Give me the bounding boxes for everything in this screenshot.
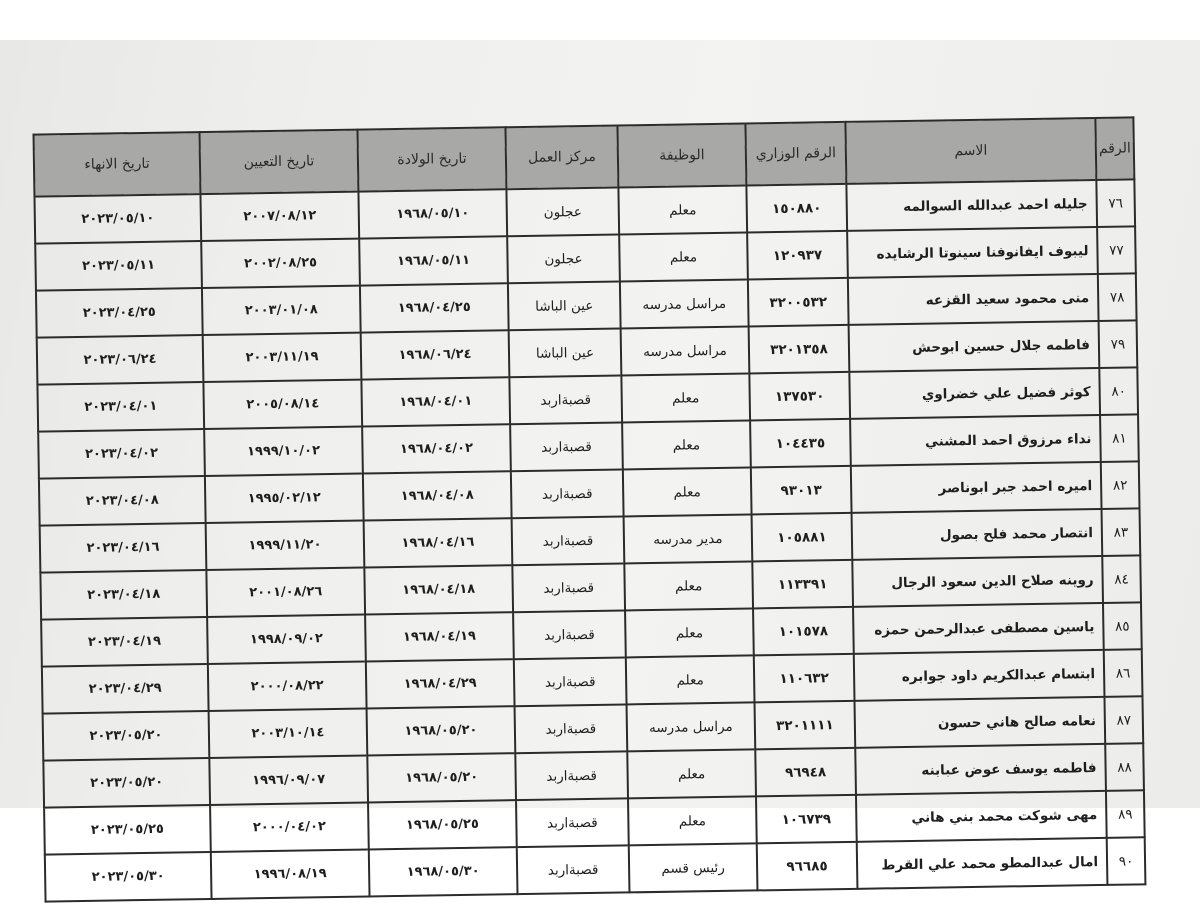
row-number-cell: ٨٥ [1103, 602, 1142, 650]
name-cell: مهى شوكت محمد بني هاني [856, 791, 1107, 842]
end-date-cell: ٢٠٢٣/٠٤/٠٢ [38, 429, 205, 479]
job-cell: معلم [622, 420, 751, 469]
workplace-cell: قصبةاربد [515, 751, 628, 800]
row-number-cell: ٨٦ [1104, 649, 1143, 697]
appointment-date-cell: ١٩٩٨/٠٩/٠٢ [207, 615, 366, 664]
end-date-cell: ٢٠٢٣/٠٥/٢٠ [43, 711, 210, 761]
name-cell: اميره احمد جبر ابوناصر [851, 462, 1102, 513]
row-number-cell: ٩٠ [1107, 837, 1146, 885]
row-number-cell: ٨٧ [1104, 696, 1143, 744]
ministry-number-cell: ٣٢٠١٣٥٨ [749, 325, 850, 374]
end-date-cell: ٢٠٢٣/٠٤/٢٥ [36, 288, 203, 338]
end-date-cell: ٢٠٢٣/٠٥/١١ [35, 241, 202, 291]
name-cell: جليله احمد عبدالله السوالمه [846, 180, 1097, 231]
workplace-cell: قصبةاربد [513, 610, 626, 659]
table-body [34, 179, 1145, 901]
job-cell: مراسل مدرسه [621, 326, 750, 375]
workplace-cell: قصبةاربد [511, 469, 624, 518]
birth-date-cell: ١٩٦٨/٠٥/١٠ [358, 189, 507, 238]
name-cell: امال عبدالمطو محمد علي القرط [857, 838, 1108, 889]
job-cell: مدير مدرسه [624, 514, 753, 563]
name-cell: انتصار محمد فلح بصول [852, 509, 1103, 560]
row-number-cell: ٨٠ [1099, 367, 1138, 415]
name-cell: روينه صلاح الدين سعود الرجال [852, 556, 1103, 607]
workplace-cell: قصبةاربد [509, 375, 622, 424]
row-number-cell: ٧٨ [1098, 273, 1137, 321]
end-date-cell: ٢٠٢٣/٠٤/٢٩ [42, 664, 209, 714]
workplace-cell: عين الباشا [508, 281, 621, 330]
appointment-date-cell: ٢٠٠٥/٠٨/١٤ [203, 380, 362, 429]
ministry-number-cell: ١١٣٣٩١ [752, 560, 853, 609]
end-date-cell: ٢٠٢٣/٠٤/٠١ [37, 382, 204, 432]
end-date-cell: ٢٠٢٣/٠٤/٠٨ [39, 476, 206, 526]
workplace-cell: قصبةاربد [516, 798, 629, 847]
ministry-number-cell: ٣٢٠٠٥٣٢ [748, 278, 849, 327]
header-cell: مركز العمل [505, 125, 618, 189]
header-cell: تاريخ الولادة [357, 127, 506, 191]
end-date-cell: ٢٠٢٣/٠٥/٣٠ [45, 852, 212, 902]
job-cell: معلم [625, 608, 754, 657]
job-cell: معلم [623, 467, 752, 516]
row-number-cell: ٧٩ [1099, 320, 1138, 368]
appointment-date-cell: ١٩٩٦/٠٩/٠٧ [209, 756, 368, 805]
end-date-cell: ٢٠٢٣/٠٤/١٩ [41, 617, 208, 667]
birth-date-cell: ١٩٦٨/٠٤/٠١ [361, 377, 510, 426]
job-cell: معلم [627, 749, 756, 798]
workplace-cell: عين الباشا [509, 328, 622, 377]
header-cell: الوظيفة [617, 123, 746, 187]
job-cell: معلم [626, 655, 755, 704]
ministry-number-cell: ١٠٤٤٣٥ [750, 419, 851, 468]
ministry-number-cell: ١٢٠٩٣٧ [747, 231, 848, 280]
row-number-cell: ٨٢ [1101, 461, 1140, 509]
job-cell: مراسل مدرسه [620, 279, 749, 328]
end-date-cell: ٢٠٢٣/٠٥/١٠ [34, 194, 201, 244]
ministry-number-cell: ١٠٥٨٨١ [752, 513, 853, 562]
ministry-number-cell: ٩٦٦٨٥ [757, 842, 858, 891]
end-date-cell: ٢٠٢٣/٠٤/١٦ [40, 523, 207, 573]
workplace-cell: قصبةاربد [515, 704, 628, 753]
birth-date-cell: ١٩٦٨/٠٥/٢٠ [367, 753, 516, 802]
job-cell: رئيس قسم [629, 843, 758, 892]
appointment-date-cell: ٢٠٠٠/٠٤/٠٢ [210, 802, 369, 851]
job-cell: معلم [628, 796, 757, 845]
paper-sheet [0, 40, 1200, 885]
job-cell: معلم [619, 232, 748, 281]
appointment-date-cell: ٢٠٠٧/٠٨/١٢ [200, 192, 359, 241]
birth-date-cell: ١٩٦٨/٠٥/١١ [359, 236, 508, 285]
name-cell: نعامه صالح هاني حسون [855, 697, 1106, 748]
row-number-cell: ٧٧ [1097, 226, 1136, 274]
birth-date-cell: ١٩٦٨/٠٤/١٨ [364, 565, 513, 614]
appointment-date-cell: ٢٠٠٣/١٠/١٤ [209, 709, 368, 758]
row-number-cell: ٨٨ [1105, 743, 1144, 791]
workplace-cell: قصبةاربد [512, 563, 625, 612]
table-container [32, 116, 1143, 885]
end-date-cell: ٢٠٢٣/٠٥/٢٥ [44, 805, 211, 855]
job-cell: معلم [621, 373, 750, 422]
row-number-cell: ٨١ [1100, 414, 1139, 462]
birth-date-cell: ١٩٦٨/٠٥/٣٠ [369, 847, 518, 896]
row-number-cell: ٨٤ [1102, 555, 1141, 603]
appointment-date-cell: ٢٠٠٠/٠٨/٢٢ [208, 662, 367, 711]
header-cell: الرقم [1095, 117, 1134, 180]
appointment-date-cell: ٢٠٠١/٠٨/٢٦ [206, 568, 365, 617]
birth-date-cell: ١٩٦٨/٠٤/١٦ [364, 518, 513, 567]
ministry-number-cell: ٩٦٩٤٨ [755, 748, 856, 797]
birth-date-cell: ١٩٦٨/٠٦/٢٤ [361, 330, 510, 379]
ministry-number-cell: ١٣٧٥٣٠ [749, 372, 850, 421]
row-number-cell: ٨٣ [1102, 508, 1141, 556]
end-date-cell: ٢٠٢٣/٠٥/٢٠ [43, 758, 210, 808]
appointment-date-cell: ٢٠٠٢/٠٨/٢٥ [201, 239, 360, 288]
birth-date-cell: ١٩٦٨/٠٤/٢٩ [366, 659, 515, 708]
birth-date-cell: ١٩٦٨/٠٤/٠٨ [363, 471, 512, 520]
name-cell: منى محمود سعيد القزعه [848, 274, 1099, 325]
job-cell: معلم [618, 185, 747, 234]
header-cell: تاريخ التعيين [199, 130, 358, 194]
job-cell: مراسل مدرسه [627, 702, 756, 751]
name-cell: نداء مرزوق احمد المشني [850, 415, 1101, 466]
appointment-date-cell: ١٩٩٩/١١/٢٠ [206, 521, 365, 570]
employees-table [32, 116, 1146, 902]
row-number-cell: ٨٩ [1106, 790, 1145, 838]
ministry-number-cell: ١٠٦٧٣٩ [756, 795, 857, 844]
workplace-cell: قصبةاربد [512, 516, 625, 565]
appointment-date-cell: ٢٠٠٣/٠١/٠٨ [202, 286, 361, 335]
end-date-cell: ٢٠٢٣/٠٦/٢٤ [37, 335, 204, 385]
birth-date-cell: ١٩٦٨/٠٤/٠٢ [362, 424, 511, 473]
ministry-number-cell: ٣٢٠١١١١ [755, 701, 856, 750]
ministry-number-cell: ٩٣٠١٣ [751, 466, 852, 515]
appointment-date-cell: ٢٠٠٣/١١/١٩ [203, 333, 362, 382]
name-cell: ليبوف ايفانوفنا سينوتا الرشايده [847, 227, 1098, 278]
header-cell: الاسم [845, 118, 1096, 184]
name-cell: فاطمه جلال حسين ابوحش [849, 321, 1100, 372]
birth-date-cell: ١٩٦٨/٠٤/١٩ [365, 612, 514, 661]
name-cell: فاطمه يوسف عوض عبابنه [855, 744, 1106, 795]
appointment-date-cell: ١٩٩٥/٠٢/١٢ [205, 474, 364, 523]
name-cell: كوثر فضيل علي خضراوي [849, 368, 1100, 419]
workplace-cell: عجلون [506, 187, 619, 236]
row-number-cell: ٧٦ [1096, 179, 1135, 227]
name-cell: ابتسام عبدالكريم داود جوابره [854, 650, 1105, 701]
workplace-cell: قصبةاربد [517, 845, 630, 894]
birth-date-cell: ١٩٦٨/٠٤/٢٥ [360, 283, 509, 332]
workplace-cell: عجلون [507, 234, 620, 283]
workplace-cell: قصبةاربد [514, 657, 627, 706]
header-cell: الرقم الوزاري [745, 122, 846, 186]
ministry-number-cell: ١٠١٥٧٨ [753, 607, 854, 656]
ministry-number-cell: ١١٠٦٣٢ [754, 654, 855, 703]
name-cell: ياسين مصطفى عبدالرحمن حمزه [853, 603, 1104, 654]
appointment-date-cell: ١٩٩٩/١٠/٠٢ [204, 427, 363, 476]
header-cell: تاريخ الانهاء [34, 132, 201, 197]
ministry-number-cell: ١٥٠٨٨٠ [746, 184, 847, 233]
workplace-cell: قصبةاربد [510, 422, 623, 471]
appointment-date-cell: ١٩٩٦/٠٨/١٩ [211, 849, 370, 898]
end-date-cell: ٢٠٢٣/٠٤/١٨ [40, 570, 207, 620]
birth-date-cell: ١٩٦٨/٠٥/٢٠ [367, 706, 516, 755]
birth-date-cell: ١٩٦٨/٠٥/٢٥ [368, 800, 517, 849]
job-cell: معلم [624, 561, 753, 610]
